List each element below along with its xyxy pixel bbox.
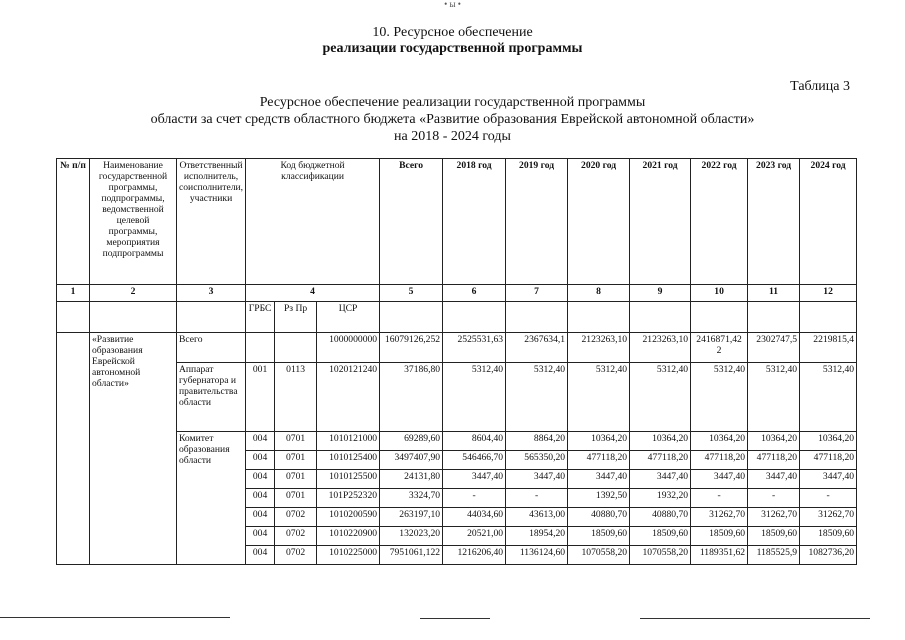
- row-2018: 546466,70: [443, 451, 506, 470]
- row-2021: 1932,20: [630, 489, 691, 508]
- header-2022: 2022 год: [691, 159, 748, 285]
- row-responsible: Аппарат губернатора и правительства области: [177, 363, 246, 432]
- row-2024: 31262,70: [800, 508, 857, 527]
- row-2024: 1082736,20: [800, 546, 857, 565]
- row-grbs: 004: [246, 489, 275, 508]
- caption-line2: области за счет средств областного бюджета «Развитие образования Еврейской автономной области»: [150, 112, 755, 127]
- col-number: 7: [506, 285, 568, 302]
- row-2022: 18509,60: [691, 527, 748, 546]
- header-2024: 2024 год: [800, 159, 857, 285]
- scan-artifact-line: [640, 618, 870, 619]
- row-2024: 477118,20: [800, 451, 857, 470]
- row-2021: 477118,20: [630, 451, 691, 470]
- row-2021: 2123263,10: [630, 333, 691, 363]
- row-total: 24131,80: [380, 470, 443, 489]
- row-2019: 43613,00: [506, 508, 568, 527]
- col-number: 4: [246, 285, 380, 302]
- row-2018: 20521,00: [443, 527, 506, 546]
- row-2021: 10364,20: [630, 432, 691, 451]
- header-total: Всего: [380, 159, 443, 285]
- program-name: «Развитие образования Еврейской автономной области»: [90, 333, 177, 565]
- row-total: 69289,60: [380, 432, 443, 451]
- header-num: № п/п: [57, 159, 90, 285]
- row-2023: 1185525,9: [748, 546, 800, 565]
- header-2018: 2018 год: [443, 159, 506, 285]
- col-number: 2: [90, 285, 177, 302]
- row-2020: 1070558,20: [568, 546, 630, 565]
- col-number: 5: [380, 285, 443, 302]
- row-total: 3324,70: [380, 489, 443, 508]
- row-2023: 2302747,5: [748, 333, 800, 363]
- row-2023: 5312,40: [748, 363, 800, 432]
- scan-artifact-line: [0, 617, 230, 618]
- row-grbs: [246, 333, 275, 363]
- row-responsible: Комитет образования области: [177, 432, 246, 565]
- row-rzpr: 0701: [275, 451, 317, 470]
- row-2018: -: [443, 489, 506, 508]
- row-grbs: 004: [246, 451, 275, 470]
- row-rzpr: 0701: [275, 432, 317, 451]
- row-2021: 40880,70: [630, 508, 691, 527]
- row-2018: 3447,40: [443, 470, 506, 489]
- table-header-row: [57, 159, 857, 285]
- row-2022: 2416871,42 2: [691, 333, 748, 363]
- row-2019: -: [506, 489, 568, 508]
- row-rzpr: [275, 333, 317, 363]
- row-rzpr: 0702: [275, 546, 317, 565]
- row-2022: -: [691, 489, 748, 508]
- row-2019: 5312,40: [506, 363, 568, 432]
- row-2022: 10364,20: [691, 432, 748, 451]
- header-budget-code: Код бюджетной классификации: [246, 159, 380, 285]
- header-2023: 2023 год: [748, 159, 800, 285]
- row-rzpr: 0702: [275, 527, 317, 546]
- row-2019: 2367634,1: [506, 333, 568, 363]
- row-2018: 2525531,63: [443, 333, 506, 363]
- row-2023: 18509,60: [748, 527, 800, 546]
- row-grbs: 004: [246, 470, 275, 489]
- row-grbs: 001: [246, 363, 275, 432]
- row-2020: 1392,50: [568, 489, 630, 508]
- row-total: 7951061,122: [380, 546, 443, 565]
- row-2022: 1189351,62: [691, 546, 748, 565]
- section-title-line2: реализации государственной программы: [322, 41, 583, 56]
- column-number-row: [57, 285, 857, 302]
- table-row: [57, 432, 857, 451]
- col-number: 10: [691, 285, 748, 302]
- row-rzpr: 0701: [275, 470, 317, 489]
- row-rzpr: 0701: [275, 489, 317, 508]
- col-number: 6: [443, 285, 506, 302]
- row-2020: 2123263,10: [568, 333, 630, 363]
- row-2020: 477118,20: [568, 451, 630, 470]
- row-csr: 1010225000: [317, 546, 380, 565]
- row-rzpr: 0113: [275, 363, 317, 432]
- col-number: 9: [630, 285, 691, 302]
- row-2019: 18954,20: [506, 527, 568, 546]
- row-2020: 40880,70: [568, 508, 630, 527]
- sub-header-row: [57, 302, 857, 333]
- row-2020: 10364,20: [568, 432, 630, 451]
- row-csr: 101P252320: [317, 489, 380, 508]
- row-2024: 2219815,4: [800, 333, 857, 363]
- row-2020: 3447,40: [568, 470, 630, 489]
- header-responsible: Ответственный исполнитель, соисполнители, участники: [177, 159, 246, 285]
- page-mark: • ы •: [444, 0, 461, 9]
- row-total: 263197,10: [380, 508, 443, 527]
- table-label: Таблица 3: [790, 79, 850, 94]
- row-2019: 1136124,60: [506, 546, 568, 565]
- row-2023: 10364,20: [748, 432, 800, 451]
- col-number: 11: [748, 285, 800, 302]
- row-2019: 3447,40: [506, 470, 568, 489]
- row-2022: 477118,20: [691, 451, 748, 470]
- row-2018: 8604,40: [443, 432, 506, 451]
- sub-header-rzpr: Рз Пр: [275, 302, 317, 333]
- row-2022: 31262,70: [691, 508, 748, 527]
- col-number: 8: [568, 285, 630, 302]
- row-2018: 44034,60: [443, 508, 506, 527]
- row-2021: 18509,60: [630, 527, 691, 546]
- row-grbs: 004: [246, 546, 275, 565]
- row-rzpr: 0702: [275, 508, 317, 527]
- resource-table: [56, 158, 857, 565]
- header-2019: 2019 год: [506, 159, 568, 285]
- row-total: 16079126,252: [380, 333, 443, 363]
- row-csr: 1010121000: [317, 432, 380, 451]
- row-2023: -: [748, 489, 800, 508]
- header-2021: 2021 год: [630, 159, 691, 285]
- row-csr: 1010200590: [317, 508, 380, 527]
- row-2021: 1070558,20: [630, 546, 691, 565]
- row-total: 132023,20: [380, 527, 443, 546]
- row-2022: 3447,40: [691, 470, 748, 489]
- row-2021: 3447,40: [630, 470, 691, 489]
- row-csr: 1010125400: [317, 451, 380, 470]
- row-2024: 18509,60: [800, 527, 857, 546]
- header-name: Наименование государственной программы, подпрограммы, ведомственной целевой программы, мероприятия подпрограммы: [90, 159, 177, 285]
- row-2023: 31262,70: [748, 508, 800, 527]
- row-grbs: 004: [246, 508, 275, 527]
- col-number: 1: [57, 285, 90, 302]
- row-total: 37186,80: [380, 363, 443, 432]
- section-title-line1: 10. Ресурсное обеспечение: [372, 25, 533, 40]
- row-2019: 565350,20: [506, 451, 568, 470]
- row-2024: 5312,40: [800, 363, 857, 432]
- row-grbs: 004: [246, 527, 275, 546]
- row-csr: 1020121240: [317, 363, 380, 432]
- table-row: [57, 333, 857, 363]
- row-2023: 3447,40: [748, 470, 800, 489]
- row-csr: 1000000000: [317, 333, 380, 363]
- row-total: 3497407,90: [380, 451, 443, 470]
- row-grbs: 004: [246, 432, 275, 451]
- table-row: [57, 363, 857, 432]
- row-2023: 477118,20: [748, 451, 800, 470]
- row-2022: 5312,40: [691, 363, 748, 432]
- row-2018: 5312,40: [443, 363, 506, 432]
- row-2019: 8864,20: [506, 432, 568, 451]
- row-2020: 18509,60: [568, 527, 630, 546]
- row-csr: 1010125500: [317, 470, 380, 489]
- row-2024: -: [800, 489, 857, 508]
- sub-header-csr: ЦСР: [317, 302, 380, 333]
- sub-header-grbs: ГРБС: [246, 302, 275, 333]
- row-2024: 3447,40: [800, 470, 857, 489]
- row-2020: 5312,40: [568, 363, 630, 432]
- caption-line1: Ресурсное обеспечение реализации государственной программы: [259, 95, 646, 110]
- row-csr: 1010220900: [317, 527, 380, 546]
- row-responsible: Всего: [177, 333, 246, 363]
- row-2024: 10364,20: [800, 432, 857, 451]
- row-2018: 1216206,40: [443, 546, 506, 565]
- col-number: 12: [800, 285, 857, 302]
- col-number: 3: [177, 285, 246, 302]
- caption-line3: на 2018 - 2024 годы: [394, 129, 511, 144]
- scan-artifact-line: [420, 618, 490, 619]
- row-2021: 5312,40: [630, 363, 691, 432]
- header-2020: 2020 год: [568, 159, 630, 285]
